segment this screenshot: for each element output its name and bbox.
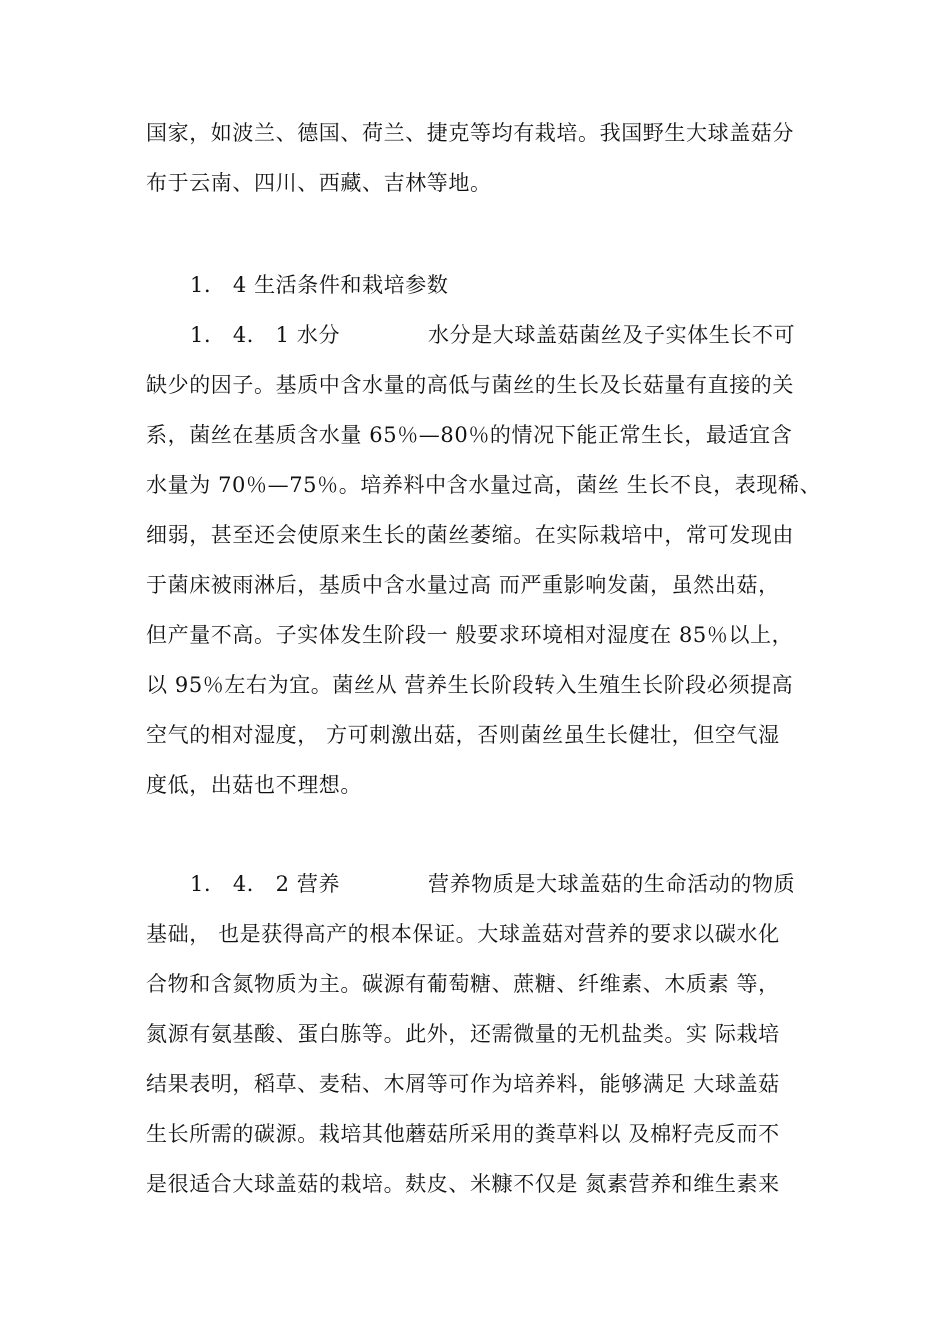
paragraph-line: 水分是大球盖菇菌丝及子实体生长不可 <box>428 323 796 347</box>
paragraph-line: 合物和含氮物质为主。碳源有葡萄糖、蔗糖、纤维素、木质素 等， <box>146 972 780 996</box>
paragraph-line: 基础， 也是获得高产的根本保证。大球盖菇对营养的要求以碳水化 <box>146 922 780 946</box>
paragraph-line: 氮源有氨基酸、蛋白胨等。此外，还需微量的无机盐类。实 际栽培 <box>146 1022 780 1046</box>
paragraph-line: 于菌床被雨淋后，基质中含水量过高 而严重影响发菌，虽然出菇， <box>146 573 780 597</box>
section-heading-1-4-1: 1． 4． 1 水分 <box>190 323 341 347</box>
paragraph-line: 水量为 70％—75％。培养料中含水量过高，菌丝 生长不良，表现稀、 <box>146 473 822 497</box>
paragraph-line: 生长所需的碳源。栽培其他蘑菇所采用的粪草料以 及棉籽壳反而不 <box>146 1122 780 1146</box>
paragraph-line: 细弱，甚至还会使原来生长的菌丝萎缩。在实际栽培中，常可发现由 <box>146 523 794 547</box>
paragraph-line: 以 95％左右为宜。菌丝从 营养生长阶段转入生殖生长阶段必须提高 <box>146 673 794 697</box>
intro-line: 布于云南、四川、西藏、吉林等地。 <box>146 171 492 195</box>
paragraph-line: 缺少的因子。基质中含水量的高低与菌丝的生长及长菇量有直接的关 <box>146 373 794 397</box>
paragraph-line: 空气的相对湿度， 方可刺激出菇，否则菌丝虽生长健壮，但空气湿 <box>146 723 780 747</box>
paragraph-line: 但产量不高。子实体发生阶段一 般要求环境相对湿度在 85％以上， <box>146 623 794 647</box>
section-heading-1-4-2: 1． 4． 2 营养 <box>190 872 341 896</box>
paragraph-line: 结果表明，稻草、麦秸、木屑等可作为培养料，能够满足 大球盖菇 <box>146 1072 780 1096</box>
section-heading-1-4: 1． 4 生活条件和栽培参数 <box>190 273 449 297</box>
paragraph-line: 是很适合大球盖菇的栽培。麸皮、米糠不仅是 氮素营养和维生素来 <box>146 1172 780 1196</box>
intro-line: 国家，如波兰、德国、荷兰、捷克等均有栽培。我国野生大球盖菇分 <box>146 121 794 145</box>
paragraph-line: 营养物质是大球盖菇的生命活动的物质 <box>428 872 796 896</box>
paragraph-line: 度低，出菇也不理想。 <box>146 773 362 797</box>
paragraph-line: 系，菌丝在基质含水量 65％—80％的情况下能正常生长，最适宜含 <box>146 423 793 447</box>
